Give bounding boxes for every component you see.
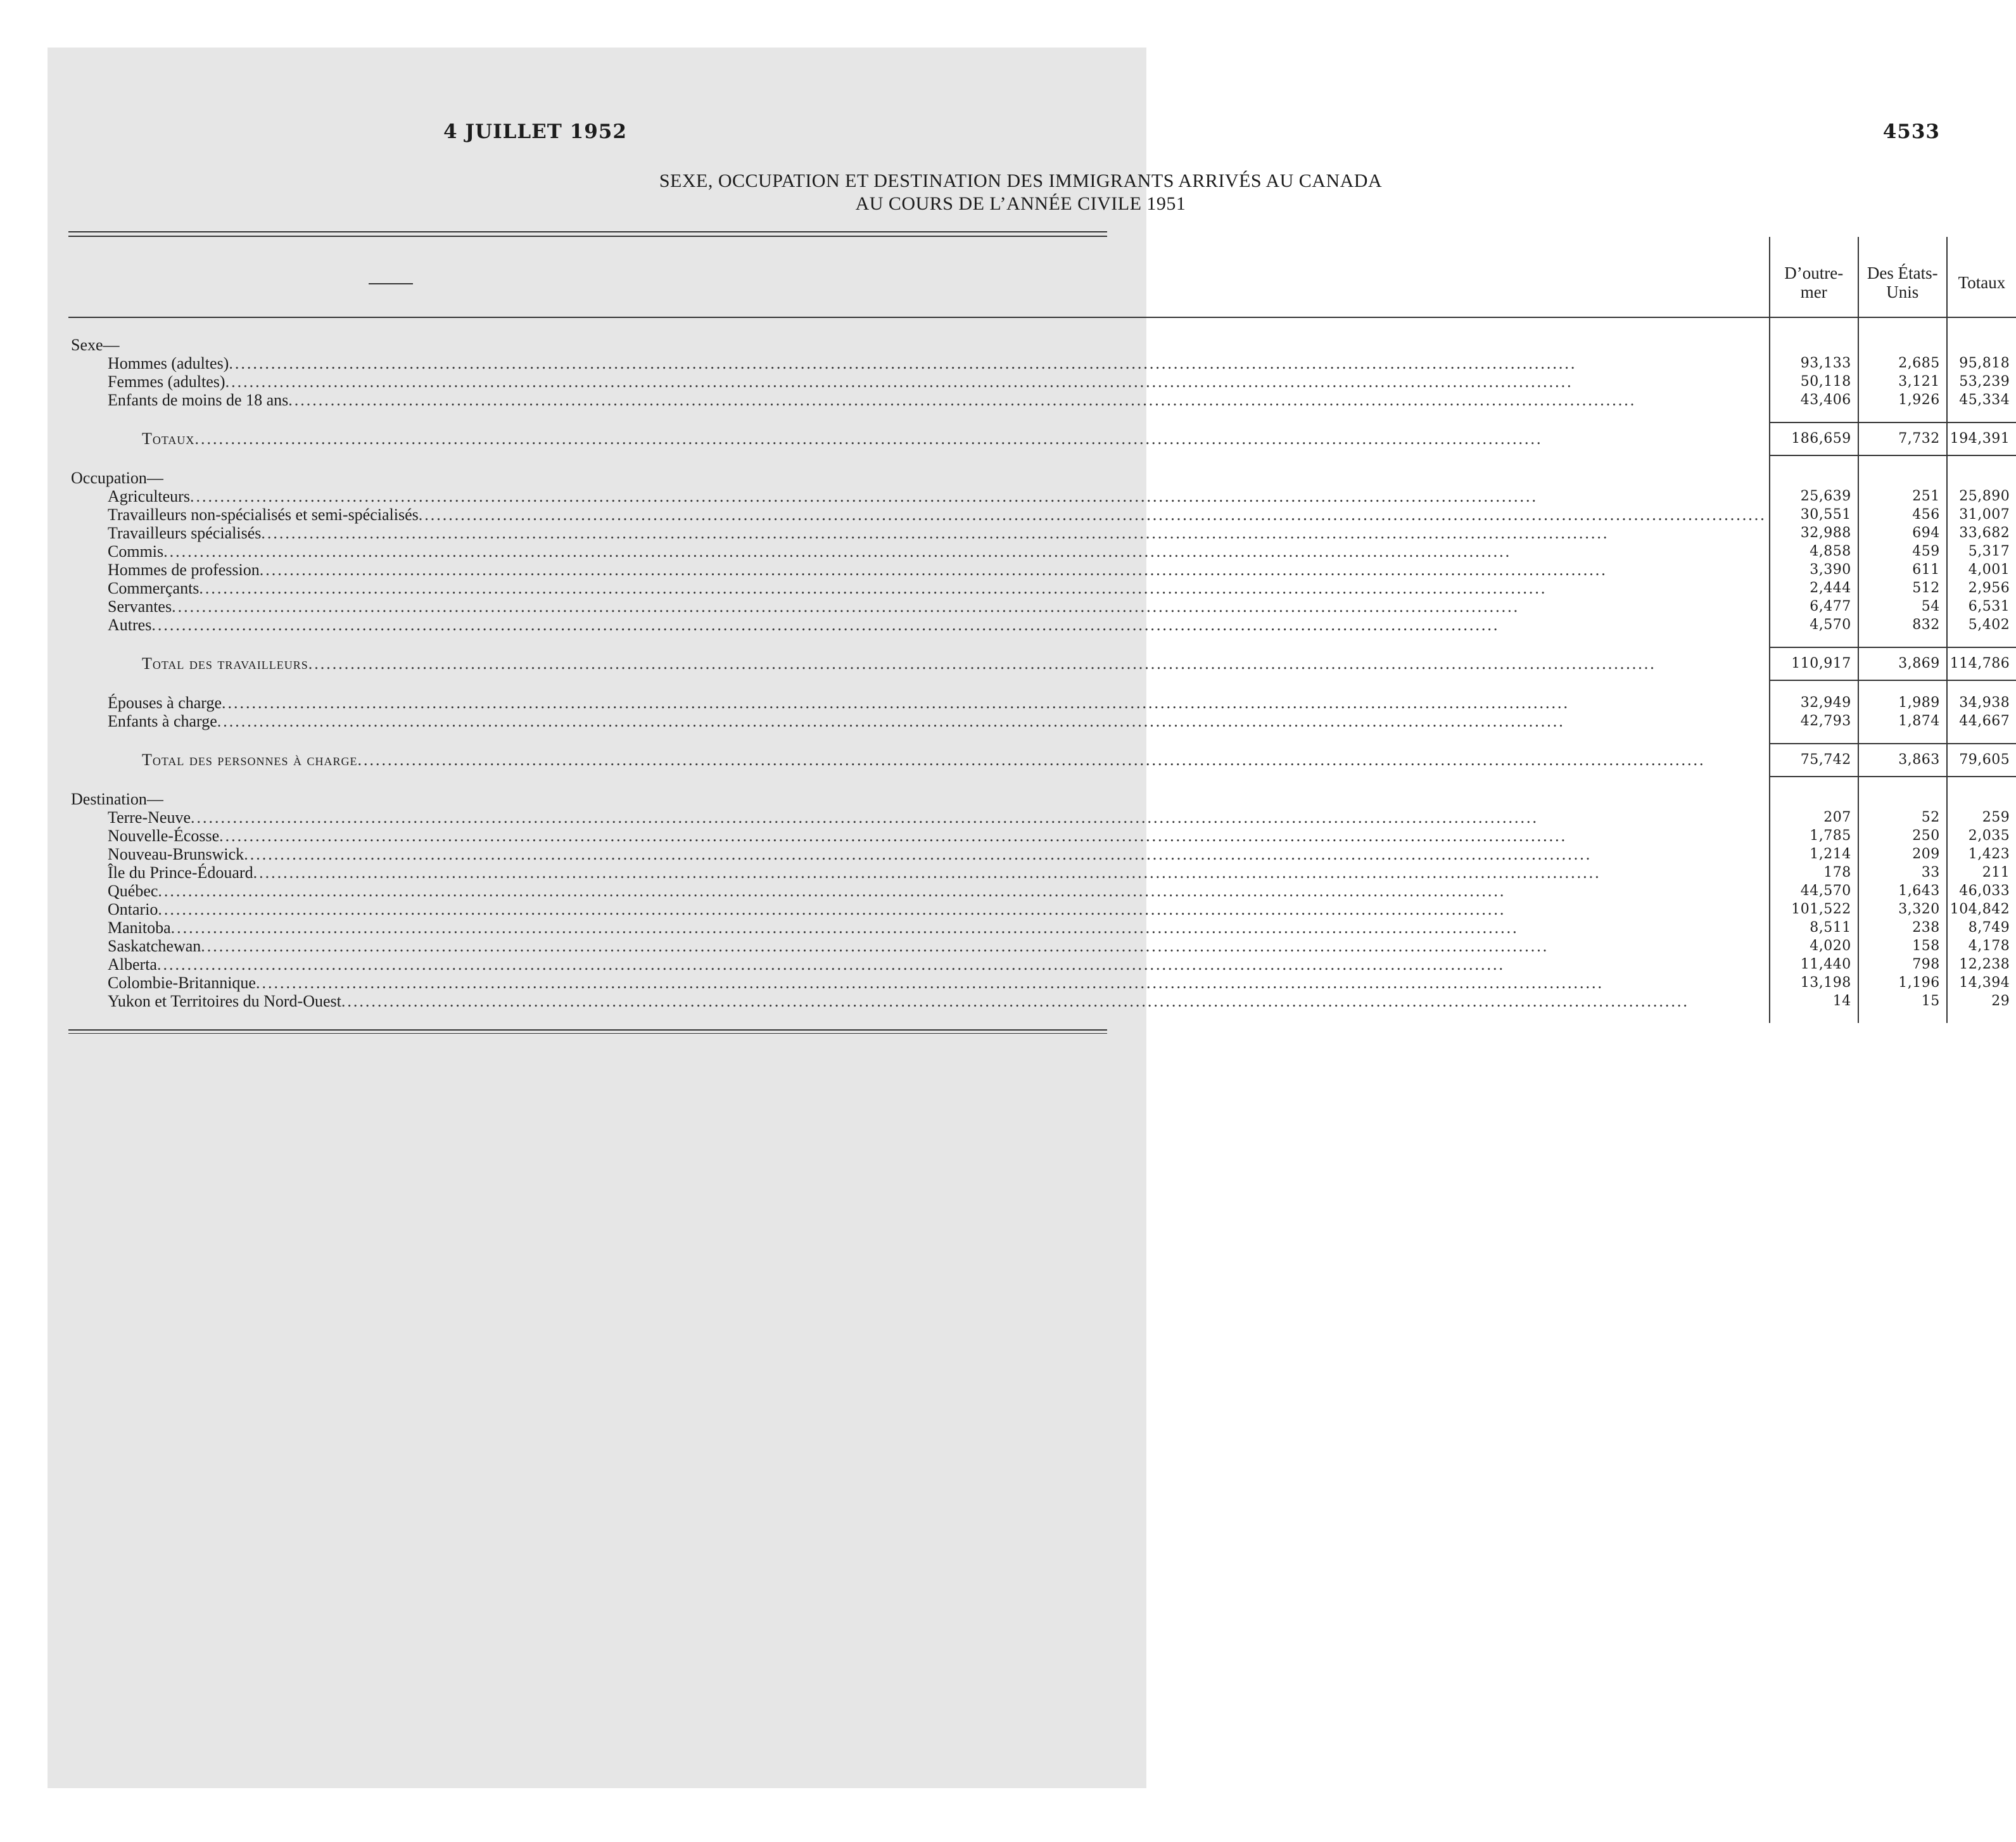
label-leader: [108, 542, 1766, 561]
row-label-text: Enfants de moins de 18 ans: [108, 391, 289, 409]
cell-usa: 33: [1858, 863, 1947, 882]
cell-overseas: 11,440: [1770, 955, 1858, 974]
row-label: [68, 882, 1770, 900]
cell-total: 45,334: [1947, 391, 2016, 409]
table-row: [68, 974, 2016, 992]
label-leader: [108, 524, 1766, 542]
spacer-cell: [1947, 409, 2016, 422]
spacer-cell: [1770, 634, 1858, 647]
label-leader: [108, 597, 1766, 616]
table-row: [68, 900, 2016, 918]
label-leader: [108, 505, 1766, 524]
spacer-cell: [68, 317, 1770, 336]
column-header-row: [68, 237, 2016, 317]
row-label-text: Enfants à charge: [108, 712, 217, 730]
row-label-text: Nouveau-Brunswick: [108, 845, 244, 863]
cell-overseas: 3,390: [1770, 561, 1858, 579]
spacer-cell: [68, 730, 1770, 744]
cell-overseas: 50,118: [1770, 372, 1858, 391]
table-title: [0, 170, 2016, 215]
dot-leader: [229, 354, 1766, 372]
table-row: [68, 487, 2016, 505]
empty-cell: [1770, 336, 1858, 354]
spacer-row: [68, 680, 2016, 694]
cell-usa: 611: [1858, 561, 1947, 579]
row-label: [68, 845, 1770, 863]
cell-total: 2,956: [1947, 579, 2016, 597]
row-label: [68, 712, 1770, 730]
row-label-text: Ontario: [108, 900, 158, 918]
cell-total: 5,317: [1947, 542, 2016, 561]
spacer-cell: [68, 680, 1770, 694]
table-row: [68, 827, 2016, 845]
label-leader: [108, 808, 1766, 827]
empty-cell: [1770, 469, 1858, 487]
table-row: [68, 354, 2016, 372]
table-row: [68, 616, 2016, 634]
cell-overseas: 32,949: [1770, 694, 1858, 712]
running-head: [0, 120, 2016, 148]
section-heading: Occupation—: [71, 469, 163, 487]
cell-usa: 1,643: [1858, 882, 1947, 900]
row-label: [68, 597, 1770, 616]
cell-total: 4,178: [1947, 937, 2016, 955]
cell-total: 33,682: [1947, 524, 2016, 542]
cell-total: 12,238: [1947, 955, 2016, 974]
section-heading-row: [68, 336, 2016, 354]
dot-leader: [191, 808, 1766, 827]
section-heading-row: [68, 790, 2016, 808]
cell-total: 25,890: [1947, 487, 2016, 505]
table-row: [68, 845, 2016, 863]
cell-overseas: 42,793: [1770, 712, 1858, 730]
page-number: 4533: [1882, 120, 1940, 143]
label-leader: [142, 744, 1766, 776]
label-leader: [108, 937, 1766, 955]
dot-leader: [158, 900, 1766, 918]
cell-usa: 52: [1858, 808, 1947, 827]
label-leader: [108, 863, 1766, 882]
dot-leader: [261, 524, 1766, 542]
dot-leader: [194, 423, 1766, 455]
cell-overseas: 6,477: [1770, 597, 1858, 616]
row-label: [68, 863, 1770, 882]
cell-usa: 832: [1858, 616, 1947, 634]
dot-leader: [419, 505, 1766, 524]
cell-overseas: 110,917: [1770, 647, 1858, 680]
row-label: [68, 372, 1770, 391]
cell-total: 194,391: [1947, 422, 2016, 455]
label-leader: [108, 694, 1766, 712]
cell-usa: 1,926: [1858, 391, 1947, 409]
cell-usa: 209: [1858, 845, 1947, 863]
total-row: [68, 422, 2016, 455]
cell-usa: 3,869: [1858, 647, 1947, 680]
table-row: [68, 863, 2016, 882]
cell-total: 211: [1947, 863, 2016, 882]
row-label-text: Commis: [108, 542, 164, 561]
row-label-text: Nouvelle-Écosse: [108, 827, 220, 845]
cell-usa: 3,320: [1858, 900, 1947, 918]
row-label-text: Totaux: [142, 429, 195, 448]
label-leader: [108, 487, 1766, 505]
cell-overseas: 1,785: [1770, 827, 1858, 845]
row-label-text: Alberta: [108, 955, 157, 974]
dot-leader: [253, 863, 1766, 882]
dot-leader: [256, 974, 1766, 992]
spacer-row: [68, 409, 2016, 422]
table-row: [68, 579, 2016, 597]
row-label-text: Yukon et Territoires du Nord-Ouest: [108, 992, 341, 1010]
dot-leader: [151, 616, 1766, 634]
cell-overseas: 4,020: [1770, 937, 1858, 955]
cell-overseas: 4,858: [1770, 542, 1858, 561]
spacer-cell: [68, 1010, 1770, 1023]
row-label-text: Travailleurs spécialisés: [108, 524, 262, 542]
cell-total: 46,033: [1947, 882, 2016, 900]
dot-leader: [222, 694, 1766, 712]
spacer-row: [68, 317, 2016, 336]
spacer-cell: [68, 455, 1770, 469]
stub-header: [68, 237, 1770, 317]
col-header-total: Totaux: [1947, 237, 2016, 317]
spacer-cell: [1858, 680, 1947, 694]
cell-total: 29: [1947, 992, 2016, 1010]
cell-total: 2,035: [1947, 827, 2016, 845]
label-leader: [108, 372, 1766, 391]
cell-usa: 3,863: [1858, 744, 1947, 777]
title-line-1: SEXE, OCCUPATION ET DESTINATION DES IMMIGRANTS ARRIVÉS AU CANADA: [659, 170, 1383, 191]
cell-usa: 1,989: [1858, 694, 1947, 712]
cell-total: 31,007: [1947, 505, 2016, 524]
cell-usa: 15: [1858, 992, 1947, 1010]
cell-usa: 512: [1858, 579, 1947, 597]
table-row: [68, 597, 2016, 616]
cell-usa: 251: [1858, 487, 1947, 505]
label-leader: [108, 992, 1766, 1010]
row-label-text: Manitoba: [108, 918, 171, 937]
cell-total: 14,394: [1947, 974, 2016, 992]
cell-total: 95,818: [1947, 354, 2016, 372]
row-label: [68, 524, 1770, 542]
dot-leader: [158, 882, 1766, 900]
row-label-text: Hommes (adultes): [108, 354, 229, 372]
dot-leader: [260, 561, 1766, 579]
spacer-row: [68, 1010, 2016, 1023]
cell-usa: 238: [1858, 918, 1947, 937]
label-leader: [108, 882, 1766, 900]
table-row: [68, 882, 2016, 900]
label-leader: [108, 579, 1766, 597]
cell-overseas: 32,988: [1770, 524, 1858, 542]
cell-total: 34,938: [1947, 694, 2016, 712]
spacer-cell: [1947, 680, 2016, 694]
spacer-cell: [1947, 634, 2016, 647]
spacer-cell: [1770, 409, 1858, 422]
cell-usa: 1,874: [1858, 712, 1947, 730]
cell-overseas: 93,133: [1770, 354, 1858, 372]
cell-total: 114,786: [1947, 647, 2016, 680]
spacer-cell: [1770, 1010, 1858, 1023]
label-leader: [108, 712, 1766, 730]
cell-overseas: 13,198: [1770, 974, 1858, 992]
row-label-text: Travailleurs non-spécialisés et semi-spécialisés: [108, 505, 419, 524]
empty-cell: [1858, 336, 1947, 354]
row-label: [68, 900, 1770, 918]
cell-usa: 1,196: [1858, 974, 1947, 992]
row-label: [68, 647, 1770, 680]
cell-total: 5,402: [1947, 616, 2016, 634]
row-label: [68, 955, 1770, 974]
spacer-cell: [68, 409, 1770, 422]
table-row: [68, 712, 2016, 730]
label-leader: [108, 561, 1766, 579]
dot-leader: [199, 579, 1766, 597]
cell-overseas: 43,406: [1770, 391, 1858, 409]
section-heading-row: [68, 469, 2016, 487]
row-label: [68, 937, 1770, 955]
spacer-cell: [68, 777, 1770, 790]
cell-usa: 54: [1858, 597, 1947, 616]
label-leader: [108, 827, 1766, 845]
spacer-cell: [1770, 730, 1858, 744]
spacer-cell: [1858, 777, 1947, 790]
spacer-cell: [1947, 1010, 2016, 1023]
row-label: [68, 422, 1770, 455]
cell-total: 259: [1947, 808, 2016, 827]
row-label: [68, 579, 1770, 597]
table-row: [68, 955, 2016, 974]
cell-overseas: 1,214: [1770, 845, 1858, 863]
cell-usa: 250: [1858, 827, 1947, 845]
row-label-text: Hommes de profession: [108, 561, 260, 579]
row-label-text: Saskatchewan: [108, 937, 201, 955]
spacer-row: [68, 730, 2016, 744]
cell-usa: 456: [1858, 505, 1947, 524]
cell-total: 79,605: [1947, 744, 2016, 777]
label-leader: [108, 616, 1766, 634]
dot-leader: [217, 712, 1766, 730]
immigration-table: [68, 231, 2010, 1034]
row-label-text: Total des travailleurs: [142, 654, 308, 673]
row-label: [68, 505, 1770, 524]
label-leader: [108, 391, 1766, 409]
table-row: [68, 694, 2016, 712]
cell-total: 44,667: [1947, 712, 2016, 730]
empty-cell: [1947, 336, 2016, 354]
data-table: [68, 237, 2016, 1023]
row-label-text: Autres: [108, 616, 152, 634]
cell-usa: 3,121: [1858, 372, 1947, 391]
table-row: [68, 372, 2016, 391]
spacer-cell: [1858, 455, 1947, 469]
table-body: [68, 317, 2016, 1023]
table-row: [68, 542, 2016, 561]
col-header-overseas: D’outre-mer: [1770, 237, 1858, 317]
header-date: 4 JUILLET 1952: [443, 120, 627, 143]
total-row: [68, 647, 2016, 680]
dot-leader: [308, 648, 1766, 680]
cell-usa: 459: [1858, 542, 1947, 561]
bottom-rule: [68, 1029, 1107, 1034]
cell-overseas: 101,522: [1770, 900, 1858, 918]
dot-leader: [288, 391, 1766, 409]
cell-overseas: 2,444: [1770, 579, 1858, 597]
spacer-row: [68, 634, 2016, 647]
empty-cell: [1858, 790, 1947, 808]
row-label-text: Terre-Neuve: [108, 808, 191, 827]
table-row: [68, 391, 2016, 409]
table-row: [68, 808, 2016, 827]
cell-total: 4,001: [1947, 561, 2016, 579]
cell-usa: 694: [1858, 524, 1947, 542]
row-label: [68, 744, 1770, 777]
dot-leader: [163, 542, 1766, 561]
spacer-cell: [1770, 777, 1858, 790]
spacer-cell: [1947, 730, 2016, 744]
cell-usa: 7,732: [1858, 422, 1947, 455]
table-row: [68, 937, 2016, 955]
col-header-usa: Des États-Unis: [1858, 237, 1947, 317]
spacer-cell: [1858, 409, 1947, 422]
spacer-cell: [1770, 317, 1858, 336]
spacer-cell: [1858, 1010, 1947, 1023]
label-leader: [108, 354, 1766, 372]
row-label: [68, 808, 1770, 827]
dot-leader: [244, 845, 1766, 863]
section-heading: Destination—: [71, 790, 163, 808]
table-row: [68, 561, 2016, 579]
dot-leader: [341, 992, 1766, 1010]
row-label: [68, 918, 1770, 937]
cell-total: 1,423: [1947, 845, 2016, 863]
empty-cell: [1947, 469, 2016, 487]
title-line-2: AU COURS DE L’ANNÉE CIVILE 1951: [855, 193, 1186, 214]
label-leader: [108, 845, 1766, 863]
row-label: [68, 827, 1770, 845]
row-label: [68, 616, 1770, 634]
spacer-cell: [1858, 634, 1947, 647]
row-label-text: Agriculteurs: [108, 487, 190, 505]
row-label: [68, 391, 1770, 409]
cell-total: 53,239: [1947, 372, 2016, 391]
cell-overseas: 75,742: [1770, 744, 1858, 777]
cell-overseas: 8,511: [1770, 918, 1858, 937]
row-label-text: Colombie-Britannique: [108, 974, 256, 992]
table-row: [68, 918, 2016, 937]
label-leader: [108, 974, 1766, 992]
dot-leader: [157, 955, 1766, 974]
row-label-text: Québec: [108, 882, 158, 900]
spacer-cell: [1770, 455, 1858, 469]
row-label: [68, 561, 1770, 579]
row-label-text: Commerçants: [108, 579, 200, 597]
total-row: [68, 744, 2016, 777]
row-label: [68, 992, 1770, 1010]
row-label-text: Épouses à charge: [108, 694, 222, 712]
spacer-cell: [1947, 777, 2016, 790]
cell-overseas: 14: [1770, 992, 1858, 1010]
cell-total: 8,749: [1947, 918, 2016, 937]
row-label-text: Île du Prince-Édouard: [108, 863, 253, 882]
cell-overseas: 30,551: [1770, 505, 1858, 524]
row-label: [68, 974, 1770, 992]
empty-cell: [1858, 469, 1947, 487]
spacer-cell: [1947, 455, 2016, 469]
row-label: [68, 694, 1770, 712]
table-row: [68, 992, 2016, 1010]
dot-leader: [357, 744, 1766, 776]
cell-overseas: 25,639: [1770, 487, 1858, 505]
empty-cell: [1770, 790, 1858, 808]
spacer-row: [68, 455, 2016, 469]
cell-total: 6,531: [1947, 597, 2016, 616]
row-label: [68, 487, 1770, 505]
label-leader: [108, 955, 1766, 974]
row-label: [68, 354, 1770, 372]
dot-leader: [225, 372, 1766, 391]
spacer-cell: [1858, 730, 1947, 744]
spacer-cell: [1770, 680, 1858, 694]
cell-usa: 798: [1858, 955, 1947, 974]
section-heading: Sexe—: [71, 336, 120, 354]
empty-cell: [1947, 790, 2016, 808]
label-leader: [142, 423, 1766, 455]
cell-overseas: 186,659: [1770, 422, 1858, 455]
label-leader: [108, 900, 1766, 918]
dot-leader: [190, 487, 1766, 505]
stub-dash: [369, 283, 413, 284]
cell-overseas: 4,570: [1770, 616, 1858, 634]
table-row: [68, 505, 2016, 524]
cell-total: 104,842: [1947, 900, 2016, 918]
row-label-text: Servantes: [108, 597, 172, 616]
label-leader: [142, 648, 1766, 680]
label-leader: [108, 918, 1766, 937]
dot-leader: [172, 597, 1766, 616]
cell-overseas: 178: [1770, 863, 1858, 882]
cell-overseas: 207: [1770, 808, 1858, 827]
cell-overseas: 44,570: [1770, 882, 1858, 900]
spacer-row: [68, 777, 2016, 790]
spacer-cell: [68, 634, 1770, 647]
cell-usa: 158: [1858, 937, 1947, 955]
row-label-text: Total des personnes à charge: [142, 751, 358, 769]
dot-leader: [201, 937, 1766, 955]
dot-leader: [219, 827, 1766, 845]
row-label: [68, 542, 1770, 561]
row-label-text: Femmes (adultes): [108, 372, 225, 391]
top-double-rule: [68, 231, 1107, 237]
spacer-cell: [1947, 317, 2016, 336]
cell-usa: 2,685: [1858, 354, 1947, 372]
spacer-cell: [1858, 317, 1947, 336]
dot-leader: [171, 918, 1766, 937]
table-row: [68, 524, 2016, 542]
